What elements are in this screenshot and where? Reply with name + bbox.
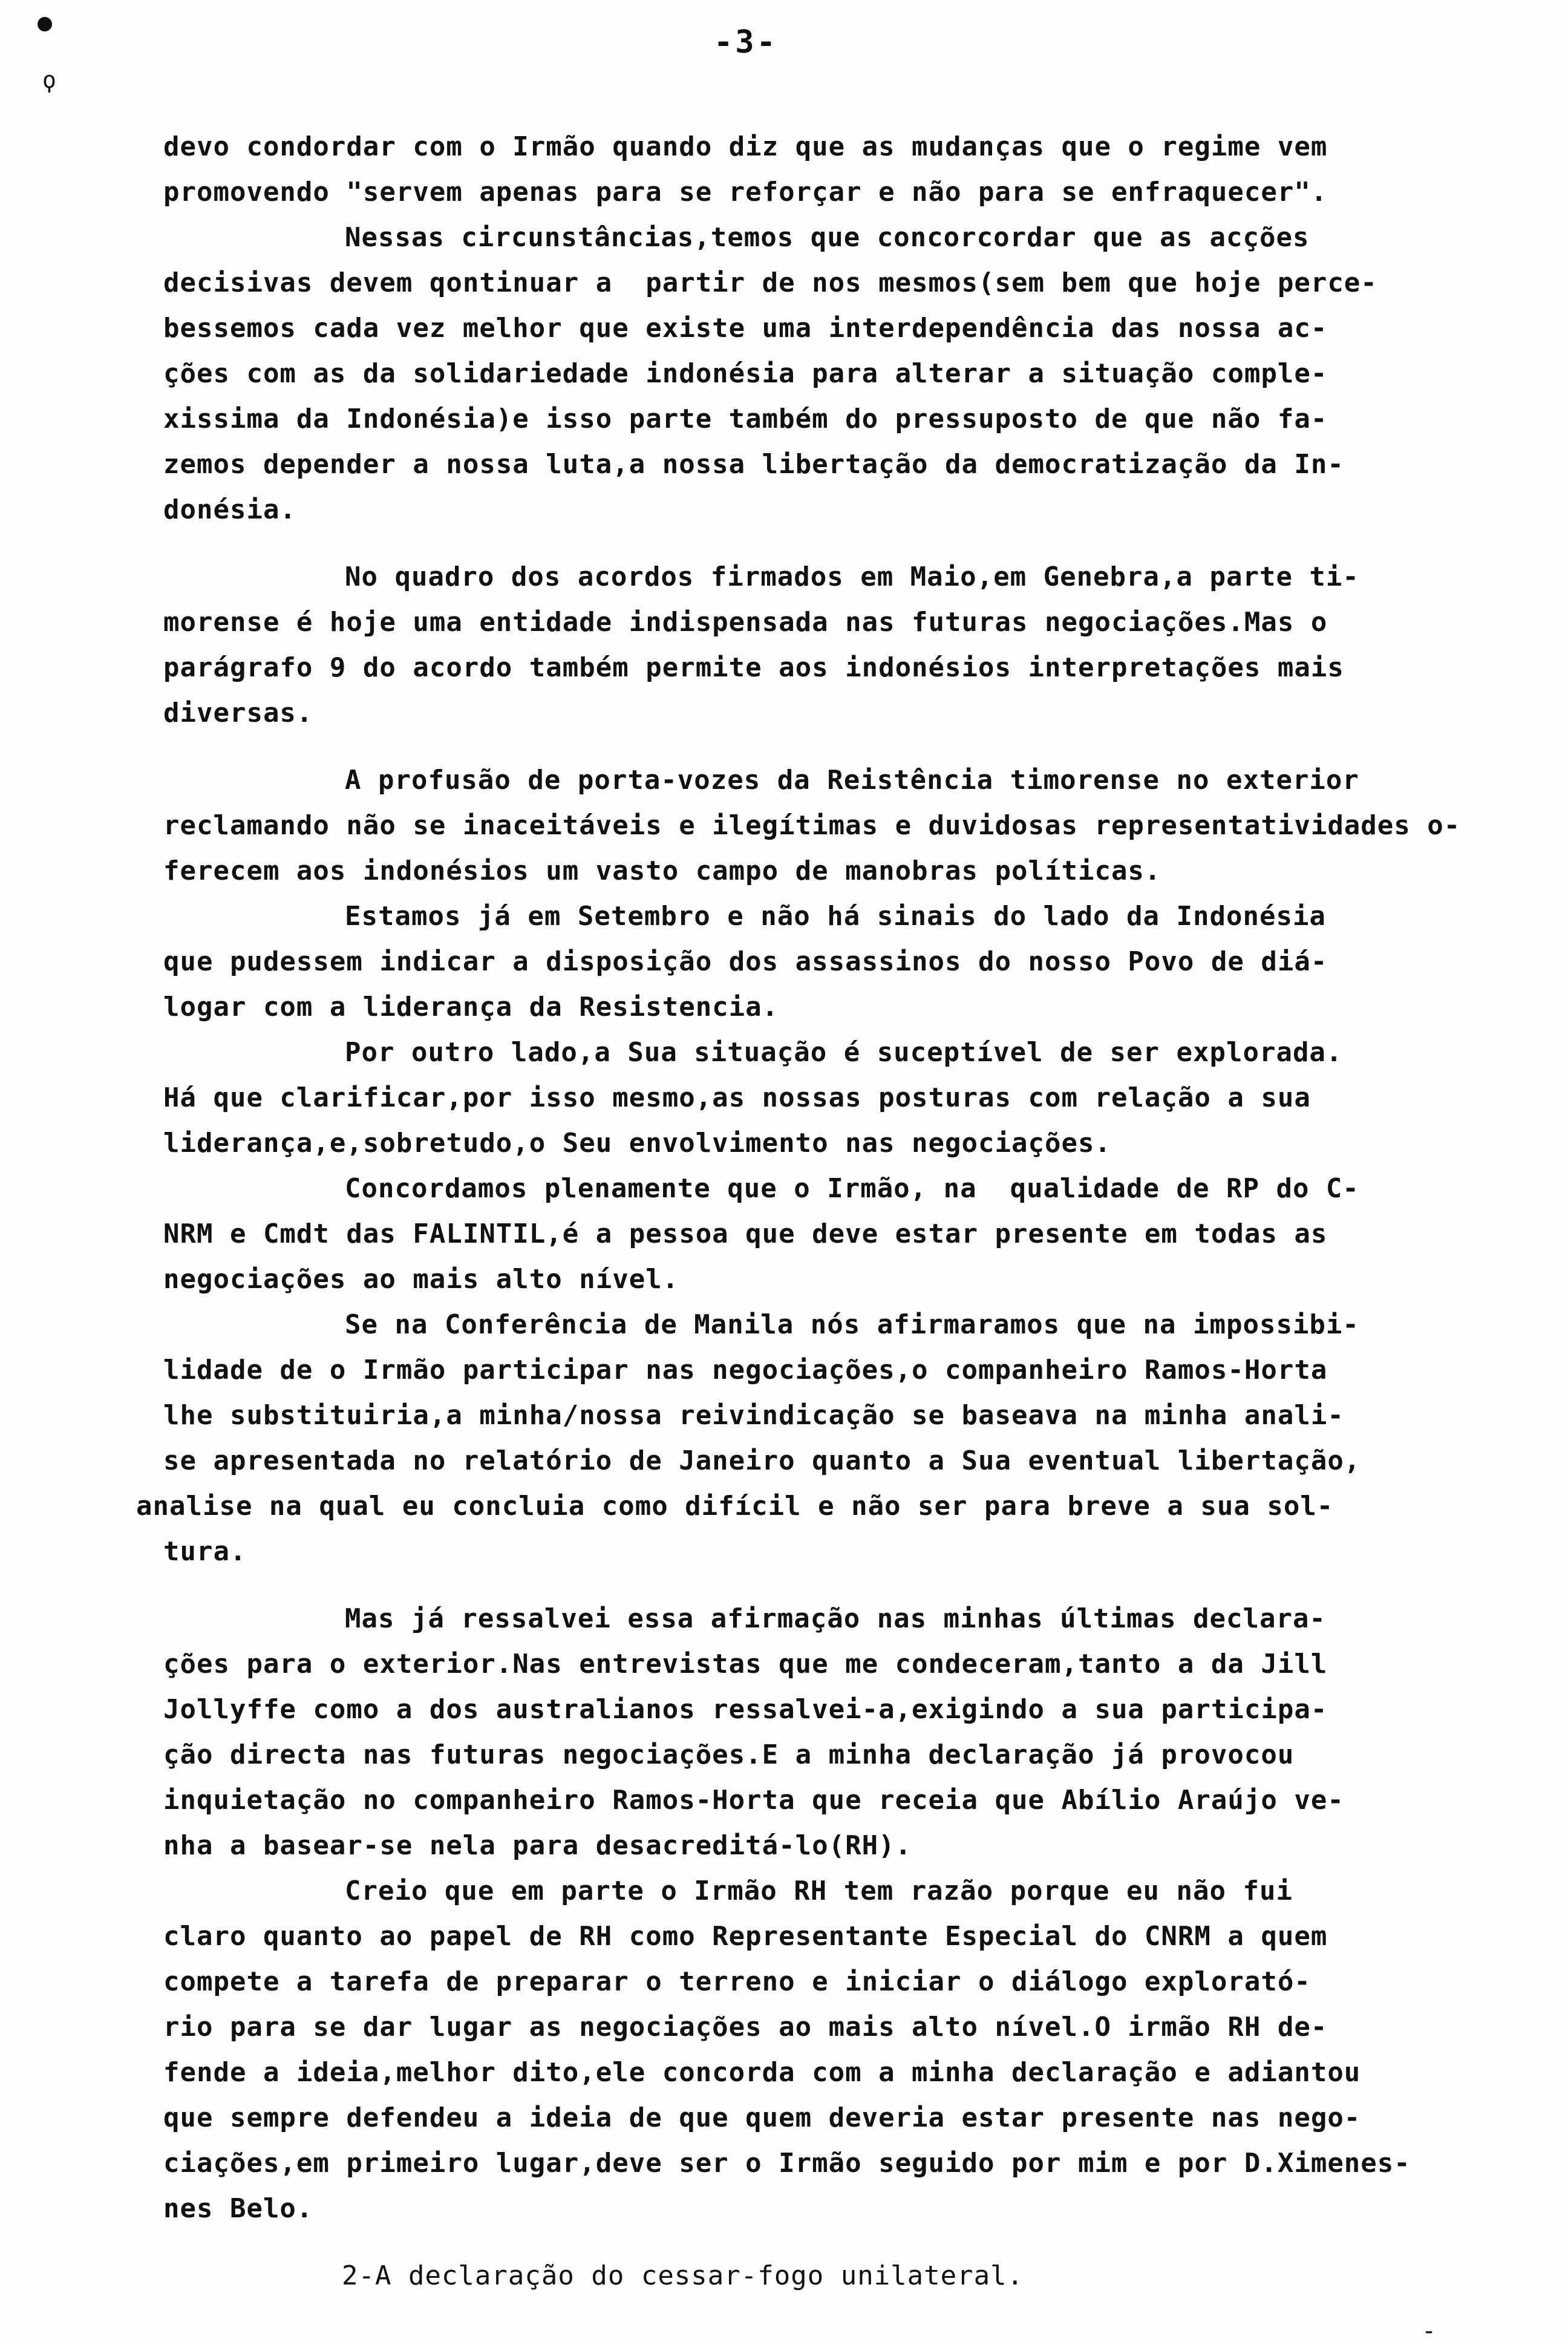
text-line: decisivas devem qontinuar a partir de nos mesmos(sem bem que hoje perce-	[163, 267, 1377, 298]
document-body	[136, 124, 1518, 2298]
text-line: promovendo "servem apenas para se reforçar e não para se enfraquecer".	[163, 177, 1328, 208]
text-line: Creio que em parte o Irmão RH tem razão porque eu não fui	[345, 1876, 1293, 1906]
text-line: morense é hoje uma entidade indispensada nas futuras negociações.Mas o	[163, 607, 1328, 638]
text-line: Estamos já em Setembro e não há sinais do lado da Indonésia	[345, 901, 1326, 932]
text-line: lhe substituiria,a minha/nossa reivindicação se baseava na minha anali-	[163, 1400, 1344, 1431]
text-line: compete a tarefa de preparar o terreno e iniciar o diálogo explorató-	[163, 1966, 1311, 1997]
corner-mark: -	[1422, 2317, 1437, 2345]
margin-mark: ϙ	[42, 67, 56, 93]
text-line: fende a ideia,melhor dito,ele concorda com a minha declaração e adiantou	[163, 2057, 1361, 2088]
text-line: logar com a liderança da Resistencia.	[163, 992, 779, 1022]
ink-dot-mark	[38, 17, 52, 31]
text-line: NRM e Cmdt das FALINTIL,é a pessoa que deve estar presente em todas as	[163, 1218, 1328, 1249]
text-line: Nessas circunstâncias,temos que concorcordar que as acções	[345, 222, 1310, 253]
text-line: parágrafo 9 do acordo também permite aos indonésios interpretações mais	[163, 652, 1344, 683]
text-line: ção directa nas futuras negociações.E a minha declaração já provocou	[163, 1739, 1295, 1770]
text-line: inquietação no companheiro Ramos-Horta que receia que Abílio Araújo ve-	[163, 1785, 1344, 1816]
text-line: nha a basear-se nela para desacreditá-lo(RH).	[163, 1830, 912, 1861]
text-line: tura.	[163, 1536, 247, 1567]
text-line: lidade de o Irmão participar nas negociações,o companheiro Ramos-Horta	[163, 1355, 1328, 1385]
text-line: No quadro dos acordos firmados em Maio,em Genebra,a parte ti-	[345, 561, 1359, 592]
text-line: analise na qual eu concluia como difícil e não ser para breve a sua sol-	[136, 1491, 1334, 1522]
text-line: zemos depender a nossa luta,a nossa libertação da democratização da In-	[163, 449, 1344, 480]
text-line: negociações ao mais alto nível.	[163, 1264, 679, 1295]
text-line: bessemos cada vez melhor que existe uma interdependência das nossa ac-	[163, 313, 1328, 344]
text-line: rio para se dar lugar as negociações ao mais alto nível.O irmão RH de-	[163, 2012, 1328, 2042]
text-line: claro quanto ao papel de RH como Representante Especial do CNRM a quem	[163, 1921, 1328, 1952]
text-line: se apresentada no relatório de Janeiro quanto a Sua eventual libertação,	[163, 1445, 1361, 1476]
text-line: A profusão de porta-vozes da Reistência timorense no exterior	[345, 765, 1359, 796]
text-line: Por outro lado,a Sua situação é suceptível de ser explorada.	[345, 1037, 1343, 1068]
text-line: Concordamos plenamente que o Irmão, na qualidade de RP do C-	[345, 1173, 1359, 1204]
text-line: que pudessem indicar a disposição dos assassinos do nosso Povo de diá-	[163, 946, 1328, 977]
text-line: xissima da Indonésia)e isso parte também do pressuposto de que não fa-	[163, 404, 1328, 434]
text-line: devo condordar com o Irmão quando diz que as mudanças que o regime vem	[163, 131, 1328, 162]
text-line: que sempre defendeu a ideia de que quem deveria estar presente nas nego-	[163, 2102, 1361, 2133]
text-line: diversas.	[163, 698, 313, 728]
text-line: ciações,em primeiro lugar,deve ser o Irmão seguido por mim e por D.Ximenes-	[163, 2148, 1411, 2179]
page-number: -3-	[714, 24, 778, 61]
text-line: donésia.	[163, 494, 296, 525]
text-line: Há que clarificar,por isso mesmo,as nossas posturas com relação a sua	[163, 1082, 1311, 1113]
text-line: ferecem aos indonésios um vasto campo de manobras políticas.	[163, 855, 1161, 886]
text-line: ções para o exterior.Nas entrevistas que me condeceram,tanto a da Jill	[163, 1649, 1328, 1679]
text-line: ções com as da solidariedade indonésia para alterar a situação comple-	[163, 358, 1328, 389]
text-line: Jollyffe como a dos australianos ressalvei-a,exigindo a sua participa-	[163, 1694, 1328, 1725]
text-line: Se na Conferência de Manila nós afirmaramos que na impossibi-	[345, 1309, 1359, 1340]
text-line: liderança,e,sobretudo,o Seu envolvimento nas negociações.	[163, 1128, 1111, 1159]
text-line: Mas já ressalvei essa afirmação nas minhas últimas declara-	[345, 1603, 1326, 1634]
text-line: reclamando não se inaceitáveis e ilegítimas e duvidosas representatividades o-	[163, 810, 1461, 841]
text-line: nes Belo.	[163, 2193, 313, 2224]
section-heading: 2-A declaração do cessar-fogo unilateral.	[342, 2260, 1024, 2291]
